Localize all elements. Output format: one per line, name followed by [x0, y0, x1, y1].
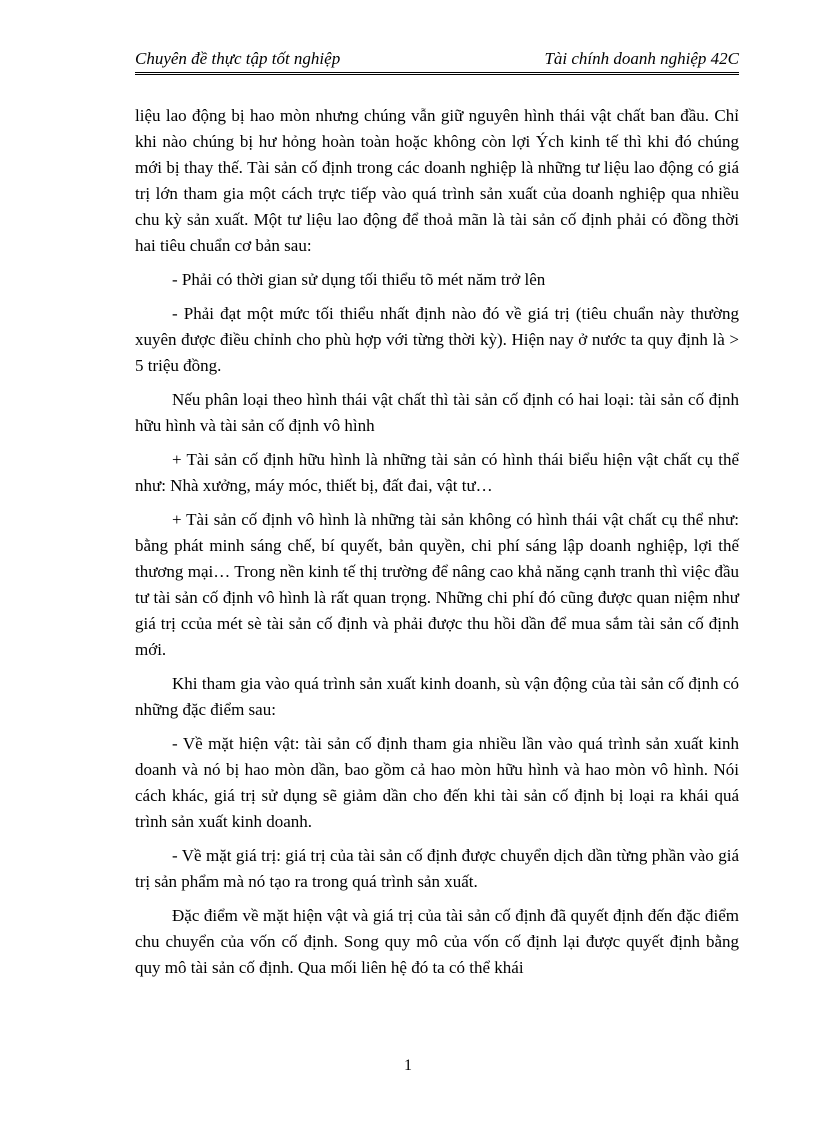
- paragraph-6: + Tài sản cố định vô hình là những tài sản không có hình thái vật chất cụ thể như: bằng phát minh sáng chế, bí quyết, bản quyền, chi phí sáng lập doanh nghiệp, lợi thế thương mại… Trong nền kinh tế thị trường để nâng cao khả năng cạnh tranh thì việc đầu tư tài sản cố định vô hình là rất quan trọng. Những chi phí đó cũng được quan niệm như giá trị ccủa mét sè tài sản cố định và phải được thu hồi dần để mua sắm tài sản cố định mới.: [135, 510, 739, 659]
- page-header: [135, 48, 739, 75]
- paragraph-7: Khi tham gia vào quá trình sản xuất kinh doanh, sù vận động của tài sản cố định có những đặc điểm sau:: [135, 674, 739, 719]
- header-right-text: Tài chính doanh nghiệp 42C: [544, 49, 739, 68]
- paragraph-9: - Về mặt giá trị: giá trị của tài sản cố định được chuyển dịch dần từng phần vào giá trị sản phẩm mà nó tạo ra trong quá trình sản xuất.: [135, 846, 739, 891]
- paragraph-2: - Phải có thời gian sử dụng tối thiểu tõ mét năm trở lên: [172, 270, 546, 289]
- paragraph-1: liệu lao động bị hao mòn nhưng chúng vẫn giữ nguyên hình thái vật chất ban đầu. Chỉ khi nào chúng bị hư hỏng hoàn toàn hoặc không còn lợi Ých kinh tế thì khi đó chúng mới bị thay thế. Tài sản cố định trong các doanh nghiệp là những tư liệu lao động có giá trị lớn tham gia một cách trực tiếp vào quá trình sản xuất của doanh nghiệp qua nhiều chu kỳ sản xuất. Một tư liệu lao động để thoả mãn là tài sản cố định phải có đồng thời hai tiêu chuẩn cơ bản sau:: [135, 106, 739, 255]
- paragraph-10: Đặc điểm về mặt hiện vật và giá trị của tài sản cố định đã quyết định đến đặc điểm chu chuyển của vốn cố định. Song quy mô của vốn cố định lại được quyết định bằng quy mô tài sản cố định. Qua mối liên hệ đó ta có thể khái: [135, 906, 739, 977]
- paragraph-4: Nếu phân loại theo hình thái vật chất thì tài sản cố định có hai loại: tài sản cố định hữu hình và tài sản cố định vô hình: [135, 390, 739, 435]
- paragraph-3: - Phải đạt một mức tối thiểu nhất định nào đó về giá trị (tiêu chuẩn này thường xuyên được điều chỉnh cho phù hợp với từng thời kỳ). Hiện nay ở nước ta quy định là > 5 triệu đồng.: [135, 304, 739, 375]
- page-number: 1: [404, 1057, 412, 1074]
- header-left-text: Chuyên đề thực tập tốt nghiệp: [135, 49, 341, 68]
- paragraph-5: + Tài sản cố định hữu hình là những tài sản có hình thái biểu hiện vật chất cụ thể như: Nhà xưởng, máy móc, thiết bị, đất đai, vật tư…: [135, 450, 739, 495]
- document-body: [135, 103, 739, 989]
- paragraph-8: - Về mặt hiện vật: tài sản cố định tham gia nhiều lần vào quá trình sản xuất kinh doanh và nó bị hao mòn dần, bao gồm cả hao mòn hữu hình và hao mòn vô hình. Nói cách khác, giá trị sử dụng sẽ giảm dần cho đến khi tài sản cố định bị loại ra khái quá trình sản xuất kinh doanh.: [135, 734, 739, 831]
